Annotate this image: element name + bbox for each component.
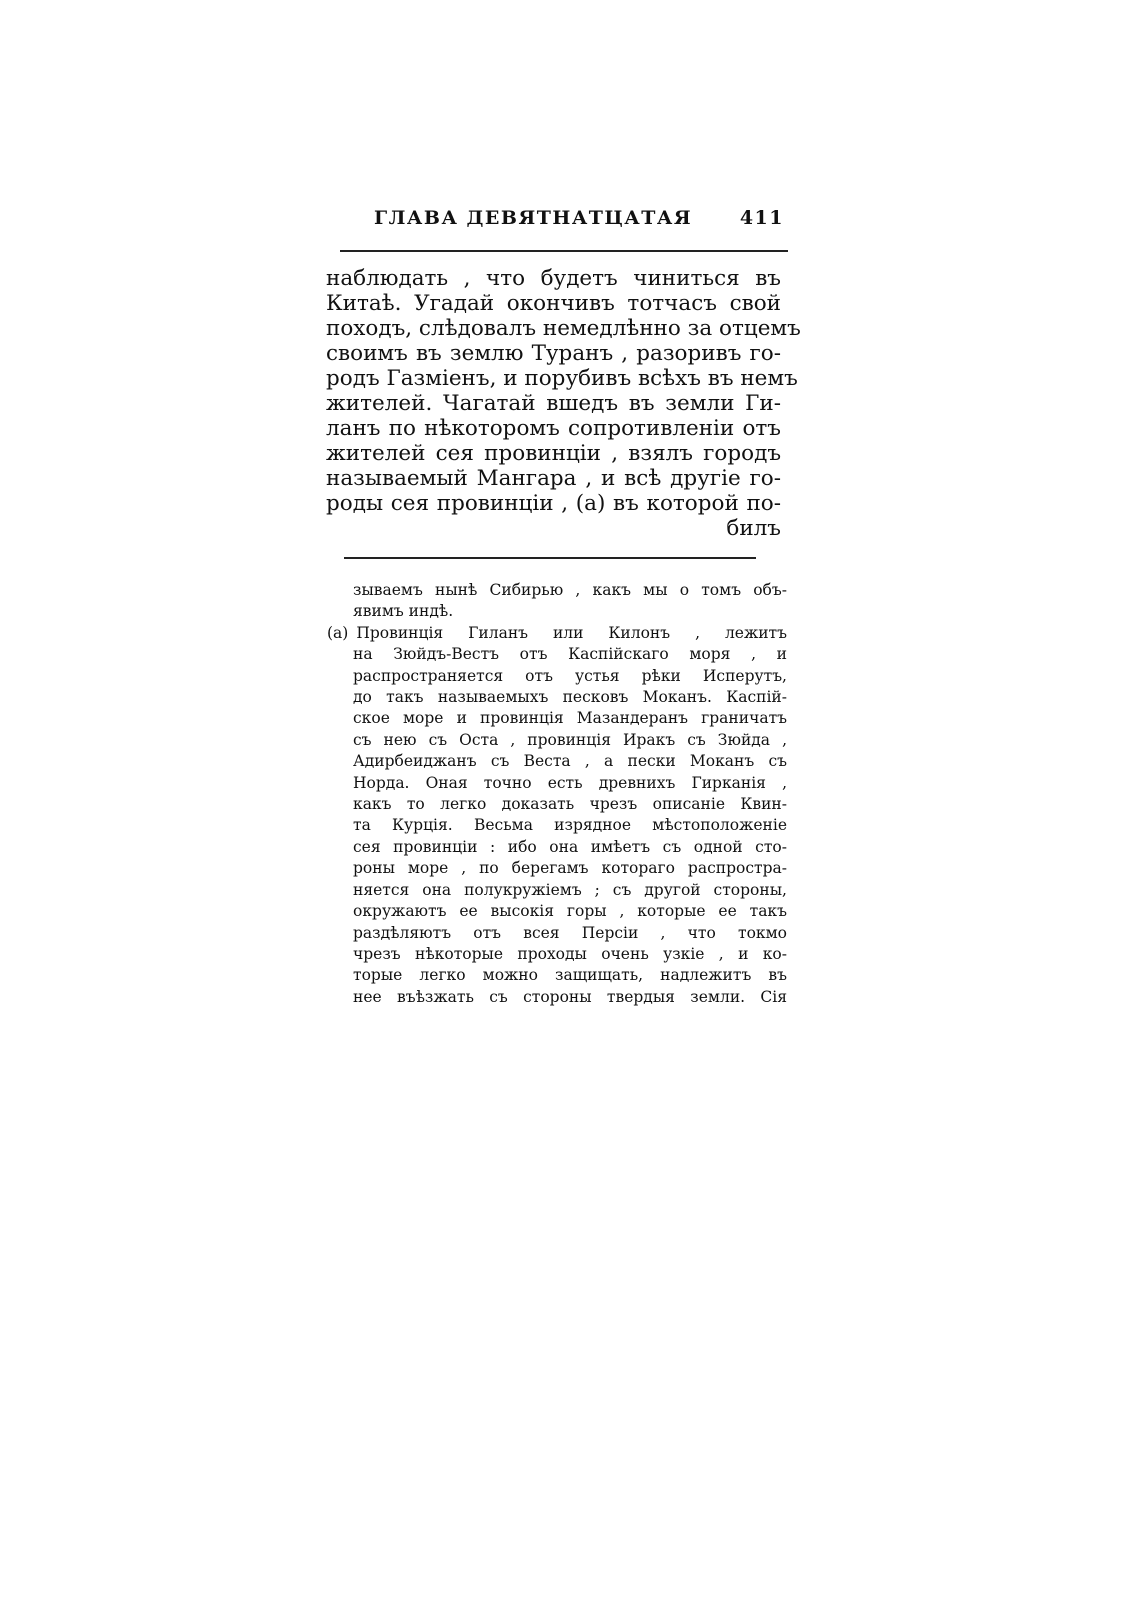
footnote-rule [344, 557, 756, 559]
main-text-line: наблюдать , что будетъ чиниться въ [326, 266, 781, 291]
footnote-continuation-line: зываемъ нынѣ Сибирью , какъ мы о томъ объ- [353, 581, 787, 599]
page-header [374, 207, 784, 237]
footnotes-block [327, 580, 787, 1008]
footnote-line: окружаютъ ее высокія горы , которые ее такъ [353, 902, 787, 921]
footnote-line: торые легко можно защищать, надлежитъ въ [353, 966, 787, 985]
main-text-line: своимъ въ землю Туранъ , разоривъ го- [326, 341, 781, 366]
footnote-line: нее въѣзжать съ стороны твердыя земли. Сія [353, 987, 787, 1006]
main-text-line: жителей сея провинціи , взялъ городъ [326, 441, 781, 466]
footnote-line: роны море , по берегамъ котораго распростра- [353, 859, 787, 878]
footnote-line: распространяется отъ устья рѣки Исперутъ, [353, 666, 787, 685]
footnote-line: та Курція. Весьма изрядное мѣстоположеніе [353, 816, 787, 835]
main-text-line: называемый Мангара , и всѣ другіе го- [326, 466, 781, 491]
main-text-line: жителей. Чагатай вшедъ въ земли Ги- [326, 391, 781, 416]
footnote-line [327, 623, 787, 644]
main-text-line: роды сея провинціи , (а) въ которой по- [326, 491, 781, 516]
footnote-line: няется она полукружіемъ ; съ другой стороны, [353, 880, 787, 899]
main-text-block [326, 266, 801, 541]
footnote-line: чрезъ нѣкоторые проходы очень узкіе , и ко- [353, 944, 787, 963]
footnote-line: съ нею съ Оста , провинція Иракъ съ Зюйда , [353, 730, 787, 749]
main-text-line: походъ, слѣдовалъ немедлѣнно за отцемъ [326, 316, 801, 341]
page-number: 411 [739, 207, 784, 229]
main-text-line: билъ [726, 516, 781, 541]
main-text-line: Китаѣ. Угадай окончивъ тотчасъ свой [326, 291, 781, 316]
footnote-line: ское море и провинція Мазандеранъ граничатъ [353, 709, 787, 728]
footnote-marker: (а) [327, 623, 349, 642]
running-title: ГЛАВА ДЕВЯТНАТЦАТАЯ [374, 207, 693, 229]
footnote-line: раздѣляютъ отъ всея Персіи , что токмо [353, 923, 787, 942]
footnote-line-text: Провинція Гиланъ или Килонъ , лежитъ [356, 623, 787, 642]
footnote-line: на Зюйдъ-Вестъ отъ Каспійскаго моря , и [353, 645, 787, 664]
main-text-line: ланъ по нѣкоторомъ сопротивленіи отъ [326, 416, 781, 441]
footnote-line: Норда. Оная точно есть древнихъ Гирканія , [353, 773, 787, 792]
footnote-continuation-line: явимъ индѣ. [353, 602, 454, 621]
header-rule [340, 250, 788, 252]
footnote-line: до такъ называемыхъ песковъ Моканъ. Каспій- [353, 688, 787, 707]
footnote-line: какъ то легко доказать чрезъ описаніе Квин- [353, 795, 787, 814]
footnote-line: Адирбеиджанъ съ Веста , а пески Моканъ съ [353, 752, 787, 771]
footnote-line: сея провинціи : ибо она имѣетъ съ одной сто- [353, 837, 787, 856]
main-text-line: родъ Газміенъ, и порубивъ всѣхъ въ немъ [326, 366, 798, 391]
